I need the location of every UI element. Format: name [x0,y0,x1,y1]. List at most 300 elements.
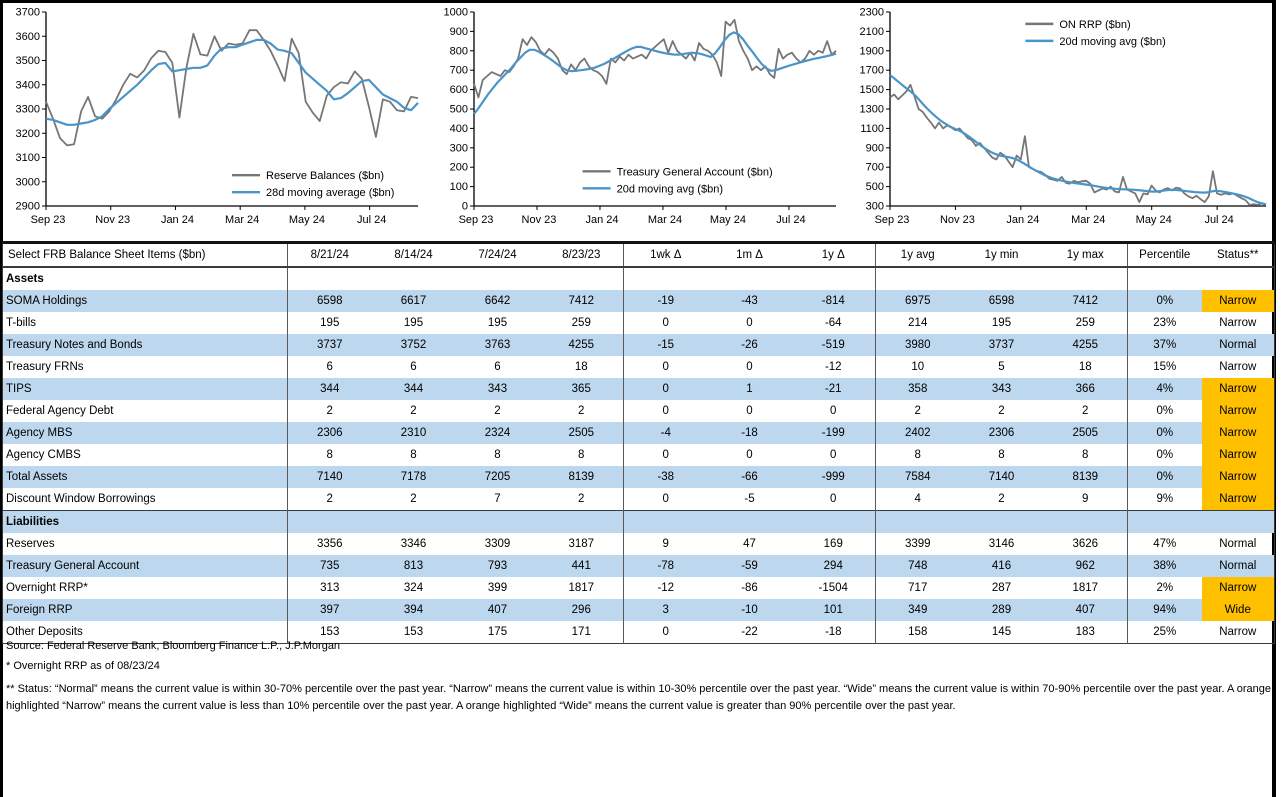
value-cell: 365 [540,378,624,400]
empty-cell [876,511,960,534]
column-header: 1m Δ [708,243,792,268]
value-cell: 2505 [1044,422,1128,444]
row-label: Overnight RRP* [6,582,88,594]
value-cell: 0 [746,317,753,329]
row-label: Treasury FRNs [6,361,84,373]
svg-text:20d moving avg ($bn): 20d moving avg ($bn) [1059,35,1166,48]
value-cell: 8 [998,449,1005,461]
line-chart-canvas [6,4,430,238]
value-cell: 0 [830,493,837,505]
status-cell: Narrow [1202,378,1275,400]
value-cell: 3356 [288,533,372,555]
svg-text:Nov 23: Nov 23 [939,214,975,226]
footnote-overnight-rrp: * Overnight RRP as of 08/23/24 [6,660,160,672]
on-rrp-chart [850,4,1278,238]
svg-text:1000: 1000 [443,6,468,19]
value-cell: 6598 [960,290,1044,312]
value-cell: 2 [998,405,1005,417]
value-cell: 2 [410,405,417,417]
value-cell: 0 [746,405,753,417]
status-cell: Normal [1219,538,1257,550]
empty-cell [960,511,1044,534]
value-cell: 47% [1128,533,1202,555]
column-header: 7/24/24 [456,243,540,268]
value-cell: 37% [1128,334,1202,356]
row-label: Agency CMBS [6,449,81,461]
svg-text:Mar 24: Mar 24 [225,214,260,226]
svg-text:700: 700 [865,161,884,174]
empty-cell [540,267,624,290]
value-cell: 2 [410,493,417,505]
empty-cell [372,511,456,534]
row-label: TIPS [3,378,288,400]
value-cell: -12 [824,361,842,373]
svg-text:3100: 3100 [15,152,40,164]
table-row [3,555,1275,577]
table-row [3,577,1275,599]
table-row [3,444,1275,466]
svg-text:Sep 23: Sep 23 [458,214,494,226]
value-cell: 6642 [456,290,540,312]
row-label: T-bills [6,317,37,329]
value-cell: 169 [823,538,843,550]
empty-cell [708,267,792,290]
source-note: Source: Federal Reserve Bank, Bloomberg Finance L.P., J.P.Morgan [6,640,341,652]
status-cell: Narrow [1202,400,1275,422]
value-cell: 8 [876,444,960,466]
svg-text:May 24: May 24 [1135,214,1172,226]
value-cell: 2310 [372,422,456,444]
value-cell: 0% [1128,422,1202,444]
empty-cell [1044,511,1128,534]
value-cell: 8 [494,449,501,461]
value-cell: 94% [1128,599,1202,621]
table-row [3,488,1275,511]
empty-cell [540,511,624,534]
value-cell: 7140 [288,466,372,488]
value-cell: 962 [1044,555,1128,577]
value-cell: 0 [624,312,708,334]
value-cell: -78 [624,555,708,577]
value-cell: 101 [792,599,876,621]
svg-text:3500: 3500 [15,55,40,67]
value-cell: 399 [487,582,508,594]
svg-text:Treasury General Account ($bn): Treasury General Account ($bn) [616,166,773,179]
value-cell: 6975 [876,290,960,312]
section-row [3,267,1275,290]
value-cell: 343 [456,378,540,400]
value-cell: 6 [494,361,501,373]
svg-text:Nov 23: Nov 23 [521,214,557,226]
row-label: Treasury Notes and Bonds [3,334,288,356]
value-cell: 294 [792,555,876,577]
treasury-general-account-chart [434,4,848,238]
svg-text:3600: 3600 [15,30,40,43]
empty-cell [456,511,540,534]
value-cell: 0 [624,621,708,644]
value-cell: 407 [456,599,540,621]
value-cell: -999 [792,466,876,488]
value-cell: 25% [1128,621,1202,644]
status-cell: Normal [1202,555,1275,577]
table-row [3,334,1275,356]
table-row [3,378,1275,400]
value-cell: 8 [410,449,417,461]
value-cell: 6617 [372,290,456,312]
svg-text:2900: 2900 [15,200,40,213]
value-cell: 5 [998,361,1005,373]
charts-row [6,4,1276,240]
value-cell: 0% [1128,290,1202,312]
empty-cell [372,267,456,290]
status-cell: Narrow [1202,290,1275,312]
column-header: 1y min [960,243,1044,268]
table-row [3,400,1275,422]
section-row [3,511,1275,534]
svg-text:Sep 23: Sep 23 [874,214,910,226]
svg-text:900: 900 [865,142,884,155]
reserve-balances-chart [6,4,430,238]
value-cell: 416 [960,555,1044,577]
svg-text:500: 500 [865,181,884,194]
svg-text:200: 200 [449,161,468,174]
value-cell: 195 [288,312,372,334]
svg-text:May 24: May 24 [288,214,325,226]
status-cell: Wide [1202,599,1275,621]
value-cell: -66 [708,466,792,488]
value-cell: 717 [876,577,960,599]
value-cell: 0 [746,361,753,373]
value-cell: 313 [288,577,372,599]
value-cell: 0% [1128,444,1202,466]
row-label: Reserves [6,538,55,550]
value-cell: 0 [624,378,708,400]
empty-cell [456,267,540,290]
svg-text:1500: 1500 [859,84,884,97]
value-cell: 0 [830,405,837,417]
value-cell: -1504 [818,582,848,594]
value-cell: -10 [708,599,792,621]
value-cell: 397 [288,599,372,621]
table-header-row [3,243,1275,268]
value-cell: 2 [998,493,1005,505]
svg-text:20d moving avg ($bn): 20d moving avg ($bn) [616,183,724,196]
value-cell: 0 [830,449,837,461]
value-cell: 3309 [484,538,511,550]
column-header: 1y Δ [792,243,876,268]
value-cell: 9 [624,533,708,555]
svg-text:400: 400 [449,122,468,135]
value-cell: 3399 [876,533,960,555]
empty-cell [1128,511,1202,534]
value-cell: 7412 [1044,290,1128,312]
row-label: Discount Window Borrowings [6,493,156,505]
value-cell: -199 [792,422,876,444]
value-cell: -21 [792,378,876,400]
empty-cell [876,267,960,290]
empty-cell [792,267,876,290]
table-title: Select FRB Balance Sheet Items ($bn) [3,243,288,268]
row-label: Total Assets [3,466,288,488]
svg-text:500: 500 [449,103,468,116]
row-label: Agency MBS [3,422,288,444]
value-cell: 2 [876,400,960,422]
value-cell: 2306 [960,422,1044,444]
status-cell: Normal [1202,334,1275,356]
empty-cell [708,511,792,534]
value-cell: 0 [624,444,708,466]
value-cell: -43 [708,290,792,312]
svg-text:Sep 23: Sep 23 [30,214,66,226]
value-cell: 344 [372,378,456,400]
value-cell: 259 [571,317,591,329]
value-cell: 3763 [456,334,540,356]
section-label: Assets [6,273,44,285]
column-header: 8/14/24 [372,243,456,268]
svg-text:700: 700 [449,64,468,77]
table-row [3,466,1275,488]
value-cell: 7178 [372,466,456,488]
value-cell: -19 [624,290,708,312]
empty-cell [1202,511,1275,534]
table-row [3,599,1275,621]
svg-text:1300: 1300 [859,103,884,116]
svg-text:Jul 24: Jul 24 [776,214,806,226]
svg-text:100: 100 [449,181,468,194]
value-cell: 2324 [456,422,540,444]
empty-cell [624,511,708,534]
value-cell: 259 [1075,317,1095,329]
table-row [3,312,1275,334]
value-cell: 4255 [1044,334,1128,356]
row-label: Other Deposits [6,626,83,638]
value-cell: -64 [824,317,842,329]
value-cell: 3 [624,599,708,621]
svg-text:900: 900 [449,25,468,38]
column-header: Percentile [1128,243,1202,268]
svg-text:28d moving average ($bn): 28d moving average ($bn) [266,187,395,200]
value-cell: 3146 [988,538,1015,550]
svg-text:3400: 3400 [15,79,40,92]
value-cell: -12 [624,577,708,599]
value-cell: 18 [574,361,588,373]
svg-text:Mar 24: Mar 24 [647,214,683,226]
empty-cell [792,511,876,534]
svg-text:3000: 3000 [15,176,40,189]
value-cell: -519 [792,334,876,356]
value-cell: 441 [540,555,624,577]
value-cell: 813 [372,555,456,577]
value-cell: 2 [494,405,501,417]
svg-text:May 24: May 24 [709,214,746,226]
column-header: 1y avg [876,243,960,268]
value-cell: 6 [288,356,372,378]
value-cell: 2 [288,400,372,422]
value-cell: 9 [1082,493,1089,505]
value-cell: 748 [876,555,960,577]
value-cell: 2402 [876,422,960,444]
value-cell: 195 [991,317,1012,329]
value-cell: 47 [743,538,756,550]
value-cell: 8 [578,449,585,461]
value-cell: 23% [1128,312,1202,334]
value-cell: 296 [540,599,624,621]
value-cell: 195 [487,317,508,329]
column-header: 1wk Δ [624,243,708,268]
value-cell: 3626 [1072,538,1099,550]
svg-text:3700: 3700 [15,6,40,19]
svg-text:Jul 24: Jul 24 [1204,214,1234,226]
value-cell: 4255 [540,334,624,356]
svg-text:3200: 3200 [15,127,40,140]
value-cell: 3980 [876,334,960,356]
table-row [3,290,1275,312]
value-cell: 2 [1082,405,1089,417]
value-cell: 153 [288,621,372,644]
value-cell: 0 [624,488,708,511]
value-cell: -26 [708,334,792,356]
balance-sheet-table [2,241,1275,644]
value-cell: -18 [824,626,842,638]
value-cell: 175 [487,626,508,638]
value-cell: 343 [960,378,1044,400]
value-cell: 7584 [876,466,960,488]
value-cell: 1 [708,378,792,400]
svg-text:2100: 2100 [859,25,884,38]
svg-text:Reserve Balances ($bn): Reserve Balances ($bn) [266,170,385,183]
value-cell: -86 [741,582,758,594]
empty-cell [288,511,372,534]
svg-text:3300: 3300 [15,103,40,116]
value-cell: 4 [876,488,960,511]
svg-text:1900: 1900 [859,45,884,58]
value-cell: 8 [1082,449,1089,461]
status-cell: Narrow [1202,488,1275,511]
value-cell: 0 [624,356,708,378]
value-cell: 2% [1128,577,1202,599]
value-cell: 10 [876,356,960,378]
value-cell: 15% [1128,356,1202,378]
section-label: Liabilities [3,511,288,534]
value-cell: 18 [1078,361,1092,373]
column-header: 8/23/23 [540,243,624,268]
value-cell: 407 [1044,599,1128,621]
status-cell: Narrow [1219,361,1257,373]
value-cell: -5 [744,493,755,505]
value-cell: -15 [624,334,708,356]
page-border-top [0,0,1276,3]
empty-cell [960,267,1044,290]
value-cell: 38% [1128,555,1202,577]
value-cell: 344 [288,378,372,400]
status-cell: Narrow [1202,444,1275,466]
column-header: Status** [1202,243,1275,268]
row-label: Foreign RRP [3,599,288,621]
value-cell: 9% [1128,488,1202,511]
value-cell: 153 [403,626,424,638]
svg-text:800: 800 [449,45,468,58]
value-cell: 171 [571,626,591,638]
svg-text:Jan 24: Jan 24 [160,214,194,226]
svg-text:Jan 24: Jan 24 [585,214,619,226]
empty-cell [624,267,708,290]
value-cell: 158 [876,621,960,644]
table-row [3,533,1275,555]
value-cell: 735 [288,555,372,577]
value-cell: 349 [876,599,960,621]
value-cell: 0 [624,400,708,422]
value-cell: 0% [1128,466,1202,488]
footer [2,638,1276,714]
value-cell: 4% [1128,378,1202,400]
value-cell: 7205 [456,466,540,488]
value-cell: 3752 [372,334,456,356]
value-cell: 8139 [1044,466,1128,488]
value-cell: 7 [494,493,501,505]
value-cell: 8139 [540,466,624,488]
value-cell: 3737 [288,334,372,356]
value-cell: 1817 [568,582,595,594]
value-cell: 2 [578,493,585,505]
status-cell: Narrow [1219,626,1257,638]
value-cell: -18 [708,422,792,444]
value-cell: 287 [991,582,1012,594]
value-cell: 0% [1128,400,1202,422]
row-label: SOMA Holdings [3,290,288,312]
value-cell: 2306 [288,422,372,444]
value-cell: -59 [708,555,792,577]
footnote-status-definitions: ** Status: “Normal” means the current value is within 30-70% percentile over the past year. “Narrow” means the current value is within 10-30% percentile over the past year. “Wide” means the current value is within 70-90% percentile over the past year. A orange highlighted “Narrow” means the current value is less than 10% percentile over the past year. A orange highlighted “Wide” means the current value is greater than 90% percentile over the past year. [6,683,1272,712]
value-cell: 289 [960,599,1044,621]
svg-text:Jan 24: Jan 24 [1006,214,1040,226]
svg-text:0: 0 [461,200,468,213]
empty-cell [1202,267,1275,290]
value-cell: 3346 [400,538,427,550]
value-cell: 324 [403,582,424,594]
value-cell: 793 [456,555,540,577]
value-cell: 3187 [568,538,595,550]
value-cell: 214 [876,312,960,334]
value-cell: 2 [288,488,372,511]
value-cell: -814 [792,290,876,312]
value-cell: 145 [991,626,1012,638]
value-cell: -38 [624,466,708,488]
line-chart-canvas [434,4,848,238]
svg-text:Nov 23: Nov 23 [95,214,131,226]
svg-text:ON RRP ($bn): ON RRP ($bn) [1059,18,1131,31]
value-cell: 2505 [540,422,624,444]
line-chart-canvas [850,4,1278,238]
value-cell: 195 [403,317,424,329]
table-row [3,356,1275,378]
value-cell: 6598 [288,290,372,312]
value-cell: -22 [741,626,758,638]
svg-text:2300: 2300 [859,6,884,19]
value-cell: 0 [746,449,753,461]
status-cell: Narrow [1202,422,1275,444]
value-cell: 8 [288,444,372,466]
value-cell: 2 [578,405,585,417]
column-header: 8/21/24 [288,243,372,268]
empty-cell [1044,267,1128,290]
column-header: 1y max [1044,243,1128,268]
svg-text:1100: 1100 [860,122,884,135]
svg-text:300: 300 [865,200,884,213]
svg-text:Mar 24: Mar 24 [1071,214,1106,226]
table-row [3,422,1275,444]
status-cell: Narrow [1202,466,1275,488]
row-label: Federal Agency Debt [6,405,114,417]
